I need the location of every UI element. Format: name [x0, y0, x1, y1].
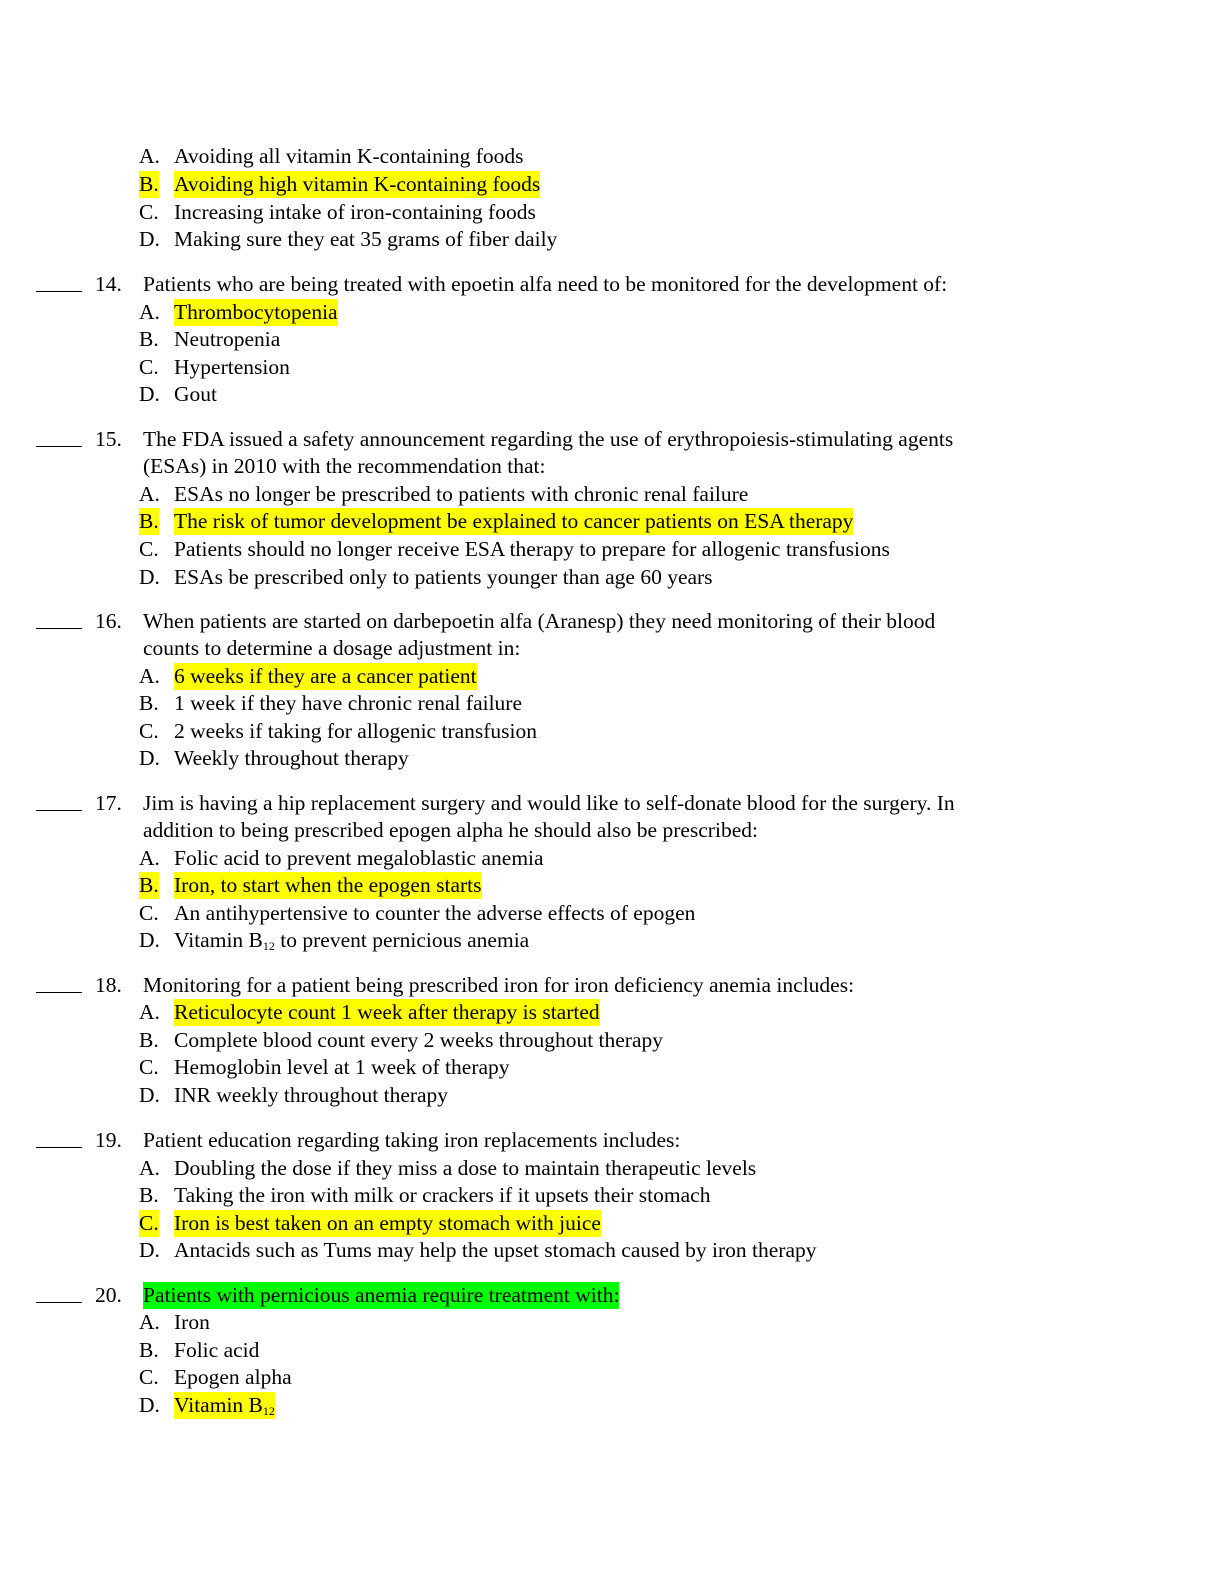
option-letter: D.: [139, 746, 160, 770]
option-letter: A.: [139, 846, 160, 870]
question-stem: Jim is having a hip replacement surgery and would like to self-donate blood for the surgery. In: [143, 791, 955, 815]
subscript-12: 12: [262, 939, 275, 953]
option-letter: C.: [139, 1365, 159, 1389]
question-number: 14.: [95, 272, 122, 296]
answer-blank[interactable]: [36, 1302, 82, 1303]
option-letter: C.: [139, 1055, 159, 1079]
option-text: The risk of tumor development be explained to cancer patients on ESA therapy: [174, 509, 854, 533]
option-text-main: Vitamin B: [174, 1393, 263, 1417]
option-text: Weekly throughout therapy: [174, 746, 409, 770]
option-text: Increasing intake of iron-containing foods: [174, 200, 536, 224]
option-text-rest: to prevent pernicious anemia: [274, 928, 530, 952]
option-letter: C.: [139, 719, 159, 743]
option-letter: D.: [139, 227, 160, 251]
option-letter: B.: [139, 509, 159, 533]
option-text: Iron is best taken on an empty stomach with juice: [174, 1211, 601, 1235]
option-letter: D.: [139, 382, 160, 406]
option-text: Complete blood count every 2 weeks throughout therapy: [174, 1028, 664, 1052]
option-text: Avoiding all vitamin K-containing foods: [174, 144, 524, 168]
answer-blank[interactable]: [36, 446, 82, 447]
option-letter: A.: [139, 144, 160, 168]
option-letter: C.: [139, 1211, 159, 1235]
option-text: Reticulocyte count 1 week after therapy is started: [174, 1000, 600, 1024]
option-text: 2 weeks if taking for allogenic transfusion: [174, 719, 538, 743]
option-letter: D.: [139, 1083, 160, 1107]
option-text: Hemoglobin level at 1 week of therapy: [174, 1055, 510, 1079]
option-text: Avoiding high vitamin K-containing foods: [174, 172, 541, 196]
option-letter: B.: [139, 1338, 159, 1362]
option-text: INR weekly throughout therapy: [174, 1083, 449, 1107]
option-text: 1 week if they have chronic renal failure: [174, 691, 523, 715]
option-text: ESAs be prescribed only to patients younger than age 60 years: [174, 565, 713, 589]
answer-blank[interactable]: [36, 628, 82, 629]
question-number: 18.: [95, 973, 122, 997]
option-text: Iron: [174, 1310, 210, 1334]
option-letter: D.: [139, 565, 160, 589]
option-letter: C.: [139, 200, 159, 224]
question-number: 15.: [95, 427, 122, 451]
question-stem: addition to being prescribed epogen alpha he should also be prescribed:: [143, 818, 758, 842]
option-text: Epogen alpha: [174, 1365, 292, 1389]
option-letter: B.: [139, 327, 159, 351]
answer-blank[interactable]: [36, 992, 82, 993]
answer-blank[interactable]: [36, 291, 82, 292]
option-text: Making sure they eat 35 grams of fiber daily: [174, 227, 558, 251]
option-text-main: Vitamin B: [174, 928, 263, 952]
option-letter: A.: [139, 664, 160, 688]
option-letter: D.: [139, 1238, 160, 1262]
option-letter: A.: [139, 300, 160, 324]
question-number: 19.: [95, 1128, 122, 1152]
option-letter: B.: [139, 172, 159, 196]
option-text: [174, 927, 529, 954]
option-text: [174, 1392, 275, 1419]
option-text: Antacids such as Tums may help the upset stomach caused by iron therapy: [174, 1238, 817, 1262]
question-stem: When patients are started on darbepoetin alfa (Aranesp) they need monitoring of their blood: [143, 609, 936, 633]
question-number: 17.: [95, 791, 122, 815]
answer-blank[interactable]: [36, 1147, 82, 1148]
option-letter: D.: [139, 928, 160, 952]
question-stem: Patient education regarding taking iron replacements includes:: [143, 1128, 681, 1152]
option-text: Doubling the dose if they miss a dose to maintain therapeutic levels: [174, 1156, 757, 1180]
option-letter: B.: [139, 1028, 159, 1052]
option-text: Gout: [174, 382, 217, 406]
option-letter: A.: [139, 482, 160, 506]
option-text: Folic acid: [174, 1338, 260, 1362]
option-letter: C.: [139, 901, 159, 925]
option-letter: C.: [139, 537, 159, 561]
option-text: Thrombocytopenia: [174, 300, 338, 324]
question-stem: Patients who are being treated with epoetin alfa need to be monitored for the development of:: [143, 272, 948, 296]
question-stem: Patients with pernicious anemia require treatment with:: [143, 1283, 620, 1307]
option-letter: A.: [139, 1310, 160, 1334]
question-stem: counts to determine a dosage adjustment in:: [143, 636, 521, 660]
subscript-12: 12: [262, 1404, 275, 1418]
question-stem: (ESAs) in 2010 with the recommendation that:: [143, 454, 546, 478]
answer-blank[interactable]: [36, 810, 82, 811]
option-letter: A.: [139, 1156, 160, 1180]
option-text: Iron, to start when the epogen starts: [174, 873, 482, 897]
question-stem: The FDA issued a safety announcement regarding the use of erythropoiesis-stimulating agents: [143, 427, 954, 451]
question-number: 20.: [95, 1283, 122, 1307]
option-letter: D.: [139, 1393, 160, 1417]
option-text: An antihypertensive to counter the adverse effects of epogen: [174, 901, 696, 925]
option-letter: A.: [139, 1000, 160, 1024]
question-stem: Monitoring for a patient being prescribed iron for iron deficiency anemia includes:: [143, 973, 855, 997]
option-text: Neutropenia: [174, 327, 281, 351]
option-text: ESAs no longer be prescribed to patients with chronic renal failure: [174, 482, 749, 506]
question-number: 16.: [95, 609, 122, 633]
option-letter: C.: [139, 355, 159, 379]
option-letter: B.: [139, 873, 159, 897]
option-text: Patients should no longer receive ESA therapy to prepare for allogenic transfusions: [174, 537, 890, 561]
option-text: 6 weeks if they are a cancer patient: [174, 664, 477, 688]
option-text: Taking the iron with milk or crackers if it upsets their stomach: [174, 1183, 711, 1207]
option-letter: B.: [139, 1183, 159, 1207]
option-text: Folic acid to prevent megaloblastic anemia: [174, 846, 544, 870]
option-letter: B.: [139, 691, 159, 715]
option-text: Hypertension: [174, 355, 290, 379]
